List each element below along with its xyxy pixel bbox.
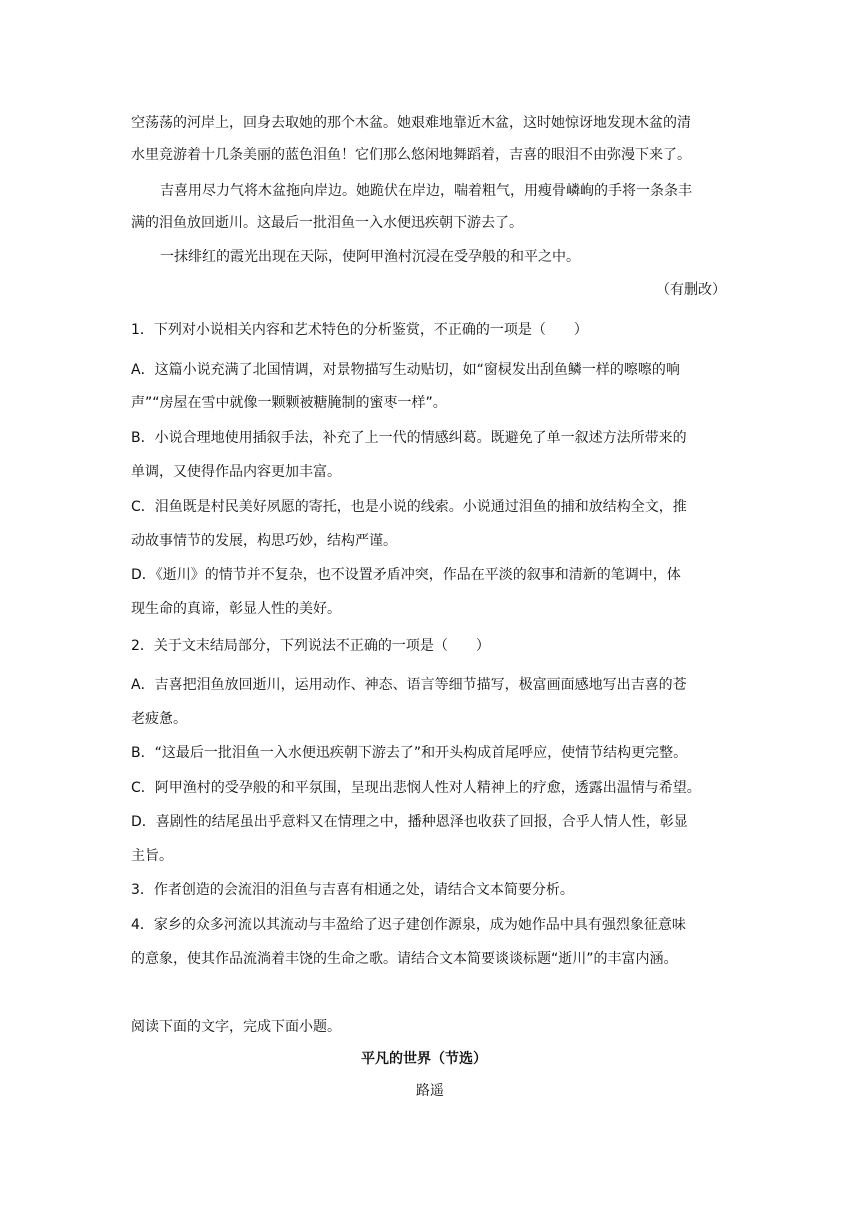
- question-1-option-a-line-1: A．这篇小说充满了北国情调，对景物描写生动贴切，如“窗棂发出刮鱼鳞一样的嚓嚓的响: [131, 362, 680, 378]
- passage-author: 路遥: [416, 1083, 444, 1099]
- question-2-stem: 2．关于文末结局部分，下列说法不正确的一项是（ ）: [131, 638, 490, 654]
- question-1-option-b-line-2: 单调，又使得作品内容更加丰富。: [131, 464, 341, 480]
- story-line-3: 吉喜用尽力气将木盆拖向岸边。她跪伏在岸边，喘着粗气，用瘦骨嶙峋的手将一条条丰: [160, 183, 692, 199]
- question-2-option-d-line-2: 主旨。: [131, 848, 173, 864]
- passage-title: 平凡的世界（节选）: [361, 1051, 487, 1067]
- question-2-option-b: B．“这最后一批泪鱼一入水便迅疾朝下游去了”和开头构成首尾呼应，使情节结构更完整。: [131, 745, 688, 761]
- story-line-5: 一抹绯红的霞光出现在天际，使阿甲渔村沉浸在受孕般的和平之中。: [160, 249, 580, 265]
- reading-instruction: 阅读下面的文字，完成下面小题。: [131, 1019, 341, 1035]
- question-2-option-a-line-1: A．吉喜把泪鱼放回逝川，运用动作、神态、语言等细节描写，极富画面感地写出吉喜的苍: [131, 677, 687, 693]
- story-line-4: 满的泪鱼放回逝川。这最后一批泪鱼一入水便迅疾朝下游去了。: [131, 215, 523, 231]
- question-2-option-d-line-1: D．喜剧性的结尾虽出乎意料又在情理之中，播种恩泽也收获了回报，合乎人情人性，彰显: [131, 814, 688, 830]
- question-1-option-c-line-2: 动故事情节的发展，构思巧妙，结构严谨。: [131, 533, 397, 549]
- question-3-stem: 3．作者创造的会流泪的泪鱼与吉喜有相通之处，请结合文本简要分析。: [131, 882, 574, 898]
- question-1-option-c-line-1: C．泪鱼既是村民美好夙愿的寄托，也是小说的线索。小说通过泪鱼的捕和放结构全文，推: [131, 499, 687, 515]
- story-line-2: 水里竞游着十几条美丽的蓝色泪鱼！它们那么悠闲地舞蹈着，吉喜的眼泪不由弥漫下来了。: [131, 147, 691, 163]
- question-2-option-a-line-2: 老疲惫。: [131, 711, 187, 727]
- question-2-option-c: C．阿甲渔村的受孕般的和平氛围，呈现出悲悯人性对人精神上的疗愈，透露出温情与希望。: [131, 780, 701, 796]
- question-4-line-2: 的意象，使其作品流淌着丰饶的生命之歌。请结合文本简要谈谈标题“逝川”的丰富内涵。: [131, 951, 678, 967]
- question-1-option-d-line-2: 现生命的真谛，彰显人性的美好。: [131, 601, 341, 617]
- story-line-1: 空荡荡的河岸上，回身去取她的那个木盆。她艰难地靠近木盆，这时她惊讶地发现木盆的清: [131, 115, 691, 131]
- question-1-option-b-line-1: B．小说合理地使用插叙手法，补充了上一代的情感纠葛。既避免了单一叙述方法所带来的: [131, 430, 687, 446]
- question-1-option-a-line-2: 声”“房屋在雪中就像一颗颗被糖腌制的蜜枣一样”。: [131, 395, 447, 411]
- question-4-line-1: 4．家乡的众多河流以其流动与丰盈给了迟子建创作源泉，成为她作品中具有强烈象征意味: [131, 917, 686, 933]
- story-source-note: （有删改）: [656, 282, 726, 298]
- question-1-option-d-line-1: D．《逝川》的情节并不复杂，也不设置矛盾冲突，作品在平淡的叙事和清新的笔调中，体: [131, 567, 681, 583]
- question-1-stem: 1．下列对小说相关内容和艺术特色的分析鉴赏，不正确的一项是（ ）: [131, 322, 588, 338]
